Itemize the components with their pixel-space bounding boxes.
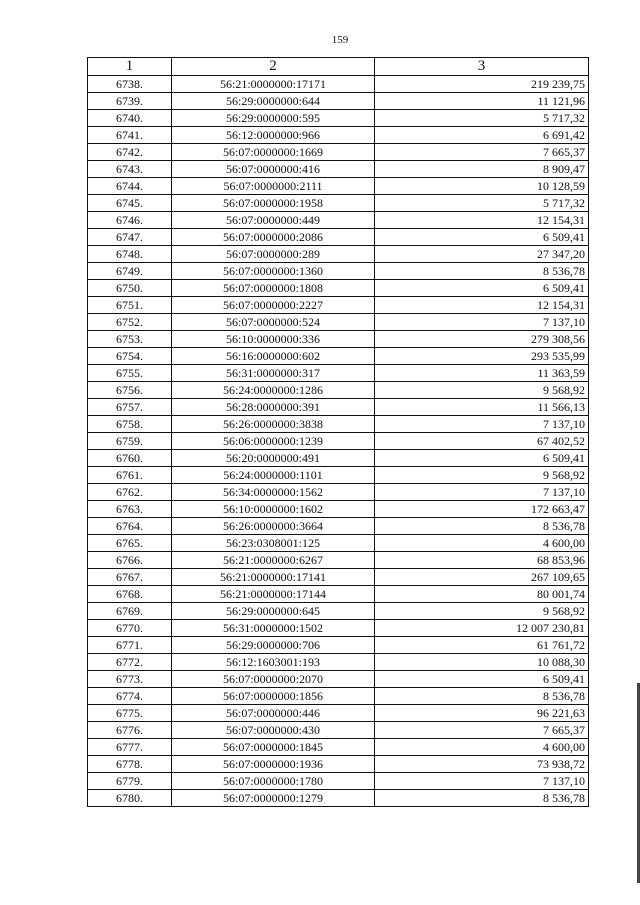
- row-number: 6770.: [88, 620, 172, 637]
- row-number: 6757.: [88, 399, 172, 416]
- row-value: 7 137,10: [375, 773, 589, 790]
- table-row: [88, 450, 589, 467]
- row-number: 6764.: [88, 518, 172, 535]
- row-value: 9 568,92: [375, 467, 589, 484]
- cadastral-number: 56:28:0000000:391: [172, 399, 375, 416]
- table-row: [88, 161, 589, 178]
- cadastral-number: 56:07:0000000:446: [172, 705, 375, 722]
- row-value: 12 154,31: [375, 297, 589, 314]
- row-value: 7 137,10: [375, 484, 589, 501]
- cadastral-number: 56:29:0000000:645: [172, 603, 375, 620]
- table-header-row: [88, 58, 589, 76]
- table-row: [88, 756, 589, 773]
- row-value: 10 128,59: [375, 178, 589, 195]
- table-row: [88, 637, 589, 654]
- cadastral-number: 56:29:0000000:644: [172, 93, 375, 110]
- table-row: [88, 246, 589, 263]
- row-value: 11 363,59: [375, 365, 589, 382]
- table-row: [88, 603, 589, 620]
- row-value: 172 663,47: [375, 501, 589, 518]
- row-number: 6752.: [88, 314, 172, 331]
- table-row: [88, 722, 589, 739]
- table-row: [88, 484, 589, 501]
- row-number: 6772.: [88, 654, 172, 671]
- cadastral-number: 56:12:0000000:966: [172, 127, 375, 144]
- table-row: [88, 535, 589, 552]
- table-row: [88, 569, 589, 586]
- cadastral-number: 56:07:0000000:449: [172, 212, 375, 229]
- table-row: [88, 433, 589, 450]
- table-row: [88, 705, 589, 722]
- table-row: [88, 467, 589, 484]
- cadastral-number: 56:07:0000000:2086: [172, 229, 375, 246]
- table-row: [88, 76, 589, 93]
- row-number: 6744.: [88, 178, 172, 195]
- row-number: 6765.: [88, 535, 172, 552]
- row-number: 6742.: [88, 144, 172, 161]
- cadastral-number: 56:07:0000000:289: [172, 246, 375, 263]
- row-number: 6745.: [88, 195, 172, 212]
- row-value: 6 691,42: [375, 127, 589, 144]
- cadastral-number: 56:07:0000000:2227: [172, 297, 375, 314]
- row-value: 219 239,75: [375, 76, 589, 93]
- row-value: 6 509,41: [375, 671, 589, 688]
- row-value: 6 509,41: [375, 450, 589, 467]
- table-row: [88, 280, 589, 297]
- row-value: 279 308,56: [375, 331, 589, 348]
- table-row: [88, 297, 589, 314]
- cadastral-number: 56:10:0000000:336: [172, 331, 375, 348]
- row-number: 6760.: [88, 450, 172, 467]
- table-row: [88, 552, 589, 569]
- table-row: [88, 263, 589, 280]
- cadastral-number: 56:07:0000000:430: [172, 722, 375, 739]
- cadastral-number: 56:07:0000000:416: [172, 161, 375, 178]
- row-value: 7 665,37: [375, 144, 589, 161]
- row-value: 73 938,72: [375, 756, 589, 773]
- table-row: [88, 93, 589, 110]
- row-value: 68 853,96: [375, 552, 589, 569]
- table-row: [88, 518, 589, 535]
- cadastral-number: 56:07:0000000:1808: [172, 280, 375, 297]
- row-value: 7 137,10: [375, 314, 589, 331]
- row-value: 12 007 230,81: [375, 620, 589, 637]
- row-number: 6780.: [88, 790, 172, 807]
- row-value: 67 402,52: [375, 433, 589, 450]
- table-row: [88, 382, 589, 399]
- cadastral-number: 56:31:0000000:1502: [172, 620, 375, 637]
- row-number: 6741.: [88, 127, 172, 144]
- row-number: 6767.: [88, 569, 172, 586]
- table-row: [88, 399, 589, 416]
- table-row: [88, 739, 589, 756]
- row-number: 6755.: [88, 365, 172, 382]
- row-value: 11 121,96: [375, 93, 589, 110]
- table-row: [88, 688, 589, 705]
- table-row: [88, 654, 589, 671]
- cadastral-number: 56:07:0000000:1936: [172, 756, 375, 773]
- table-row: [88, 620, 589, 637]
- table-row: [88, 110, 589, 127]
- cadastral-number: 56:06:0000000:1239: [172, 433, 375, 450]
- row-value: 80 001,74: [375, 586, 589, 603]
- column-header-2: 2: [172, 58, 375, 76]
- row-value: 4 600,00: [375, 739, 589, 756]
- row-number: 6768.: [88, 586, 172, 603]
- cadastral-number: 56:07:0000000:1958: [172, 195, 375, 212]
- table-row: [88, 314, 589, 331]
- page-number: 159: [331, 34, 349, 46]
- table-row: [88, 195, 589, 212]
- cadastral-number: 56:07:0000000:524: [172, 314, 375, 331]
- row-value: 293 535,99: [375, 348, 589, 365]
- row-value: 8 536,78: [375, 688, 589, 705]
- row-number: 6758.: [88, 416, 172, 433]
- cadastral-number: 56:29:0000000:706: [172, 637, 375, 654]
- row-value: 27 347,20: [375, 246, 589, 263]
- row-value: 9 568,92: [375, 382, 589, 399]
- column-header-3: 3: [375, 58, 589, 76]
- row-number: 6761.: [88, 467, 172, 484]
- row-value: 8 536,78: [375, 263, 589, 280]
- row-number: 6777.: [88, 739, 172, 756]
- row-number: 6776.: [88, 722, 172, 739]
- row-number: 6769.: [88, 603, 172, 620]
- row-value: 8 909,47: [375, 161, 589, 178]
- registry-table: [87, 57, 589, 807]
- row-value: 10 088,30: [375, 654, 589, 671]
- table-row: [88, 586, 589, 603]
- cadastral-number: 56:29:0000000:595: [172, 110, 375, 127]
- row-value: 5 717,32: [375, 110, 589, 127]
- row-number: 6779.: [88, 773, 172, 790]
- row-value: 5 717,32: [375, 195, 589, 212]
- row-number: 6746.: [88, 212, 172, 229]
- row-number: 6739.: [88, 93, 172, 110]
- row-number: 6775.: [88, 705, 172, 722]
- cadastral-number: 56:07:0000000:1669: [172, 144, 375, 161]
- row-value: 7 665,37: [375, 722, 589, 739]
- row-value: 8 536,78: [375, 518, 589, 535]
- column-header-1: 1: [88, 58, 172, 76]
- cadastral-number: 56:07:0000000:1279: [172, 790, 375, 807]
- table-row: [88, 212, 589, 229]
- row-number: 6747.: [88, 229, 172, 246]
- table-row: [88, 144, 589, 161]
- row-value: 267 109,65: [375, 569, 589, 586]
- cadastral-number: 56:07:0000000:1780: [172, 773, 375, 790]
- cadastral-number: 56:07:0000000:2111: [172, 178, 375, 195]
- row-number: 6748.: [88, 246, 172, 263]
- row-value: 4 600,00: [375, 535, 589, 552]
- table-row: [88, 331, 589, 348]
- cadastral-number: 56:21:0000000:17171: [172, 76, 375, 93]
- cadastral-number: 56:16:0000000:602: [172, 348, 375, 365]
- row-value: 6 509,41: [375, 229, 589, 246]
- cadastral-number: 56:07:0000000:2070: [172, 671, 375, 688]
- cadastral-number: 56:26:0000000:3838: [172, 416, 375, 433]
- cadastral-number: 56:21:0000000:17141: [172, 569, 375, 586]
- row-value: 8 536,78: [375, 790, 589, 807]
- row-number: 6763.: [88, 501, 172, 518]
- cadastral-number: 56:26:0000000:3664: [172, 518, 375, 535]
- row-number: 6750.: [88, 280, 172, 297]
- cadastral-number: 56:24:0000000:1101: [172, 467, 375, 484]
- cadastral-number: 56:07:0000000:1856: [172, 688, 375, 705]
- table-row: [88, 178, 589, 195]
- table-row: [88, 501, 589, 518]
- table-row: [88, 127, 589, 144]
- row-value: 7 137,10: [375, 416, 589, 433]
- row-number: 6759.: [88, 433, 172, 450]
- table-row: [88, 365, 589, 382]
- row-value: 12 154,31: [375, 212, 589, 229]
- row-number: 6756.: [88, 382, 172, 399]
- row-number: 6762.: [88, 484, 172, 501]
- row-number: 6743.: [88, 161, 172, 178]
- cadastral-number: 56:34:0000000:1562: [172, 484, 375, 501]
- cadastral-number: 56:24:0000000:1286: [172, 382, 375, 399]
- row-value: 6 509,41: [375, 280, 589, 297]
- cadastral-number: 56:31:0000000:317: [172, 365, 375, 382]
- cadastral-number: 56:12:1603001:193: [172, 654, 375, 671]
- table-row: [88, 671, 589, 688]
- cadastral-number: 56:07:0000000:1845: [172, 739, 375, 756]
- row-number: 6771.: [88, 637, 172, 654]
- row-number: 6754.: [88, 348, 172, 365]
- row-number: 6738.: [88, 76, 172, 93]
- row-value: 96 221,63: [375, 705, 589, 722]
- cadastral-number: 56:23:0308001:125: [172, 535, 375, 552]
- cadastral-number: 56:20:0000000:491: [172, 450, 375, 467]
- table-row: [88, 416, 589, 433]
- cadastral-number: 56:21:0000000:17144: [172, 586, 375, 603]
- row-value: 9 568,92: [375, 603, 589, 620]
- row-number: 6740.: [88, 110, 172, 127]
- row-number: 6749.: [88, 263, 172, 280]
- row-number: 6766.: [88, 552, 172, 569]
- row-value: 11 566,13: [375, 399, 589, 416]
- row-number: 6751.: [88, 297, 172, 314]
- row-number: 6773.: [88, 671, 172, 688]
- table-row: [88, 348, 589, 365]
- table-row: [88, 773, 589, 790]
- table-row: [88, 790, 589, 807]
- cadastral-number: 56:07:0000000:1360: [172, 263, 375, 280]
- cadastral-number: 56:10:0000000:1602: [172, 501, 375, 518]
- row-number: 6774.: [88, 688, 172, 705]
- table-row: [88, 229, 589, 246]
- row-value: 61 761,72: [375, 637, 589, 654]
- cadastral-number: 56:21:0000000:6267: [172, 552, 375, 569]
- row-number: 6778.: [88, 756, 172, 773]
- row-number: 6753.: [88, 331, 172, 348]
